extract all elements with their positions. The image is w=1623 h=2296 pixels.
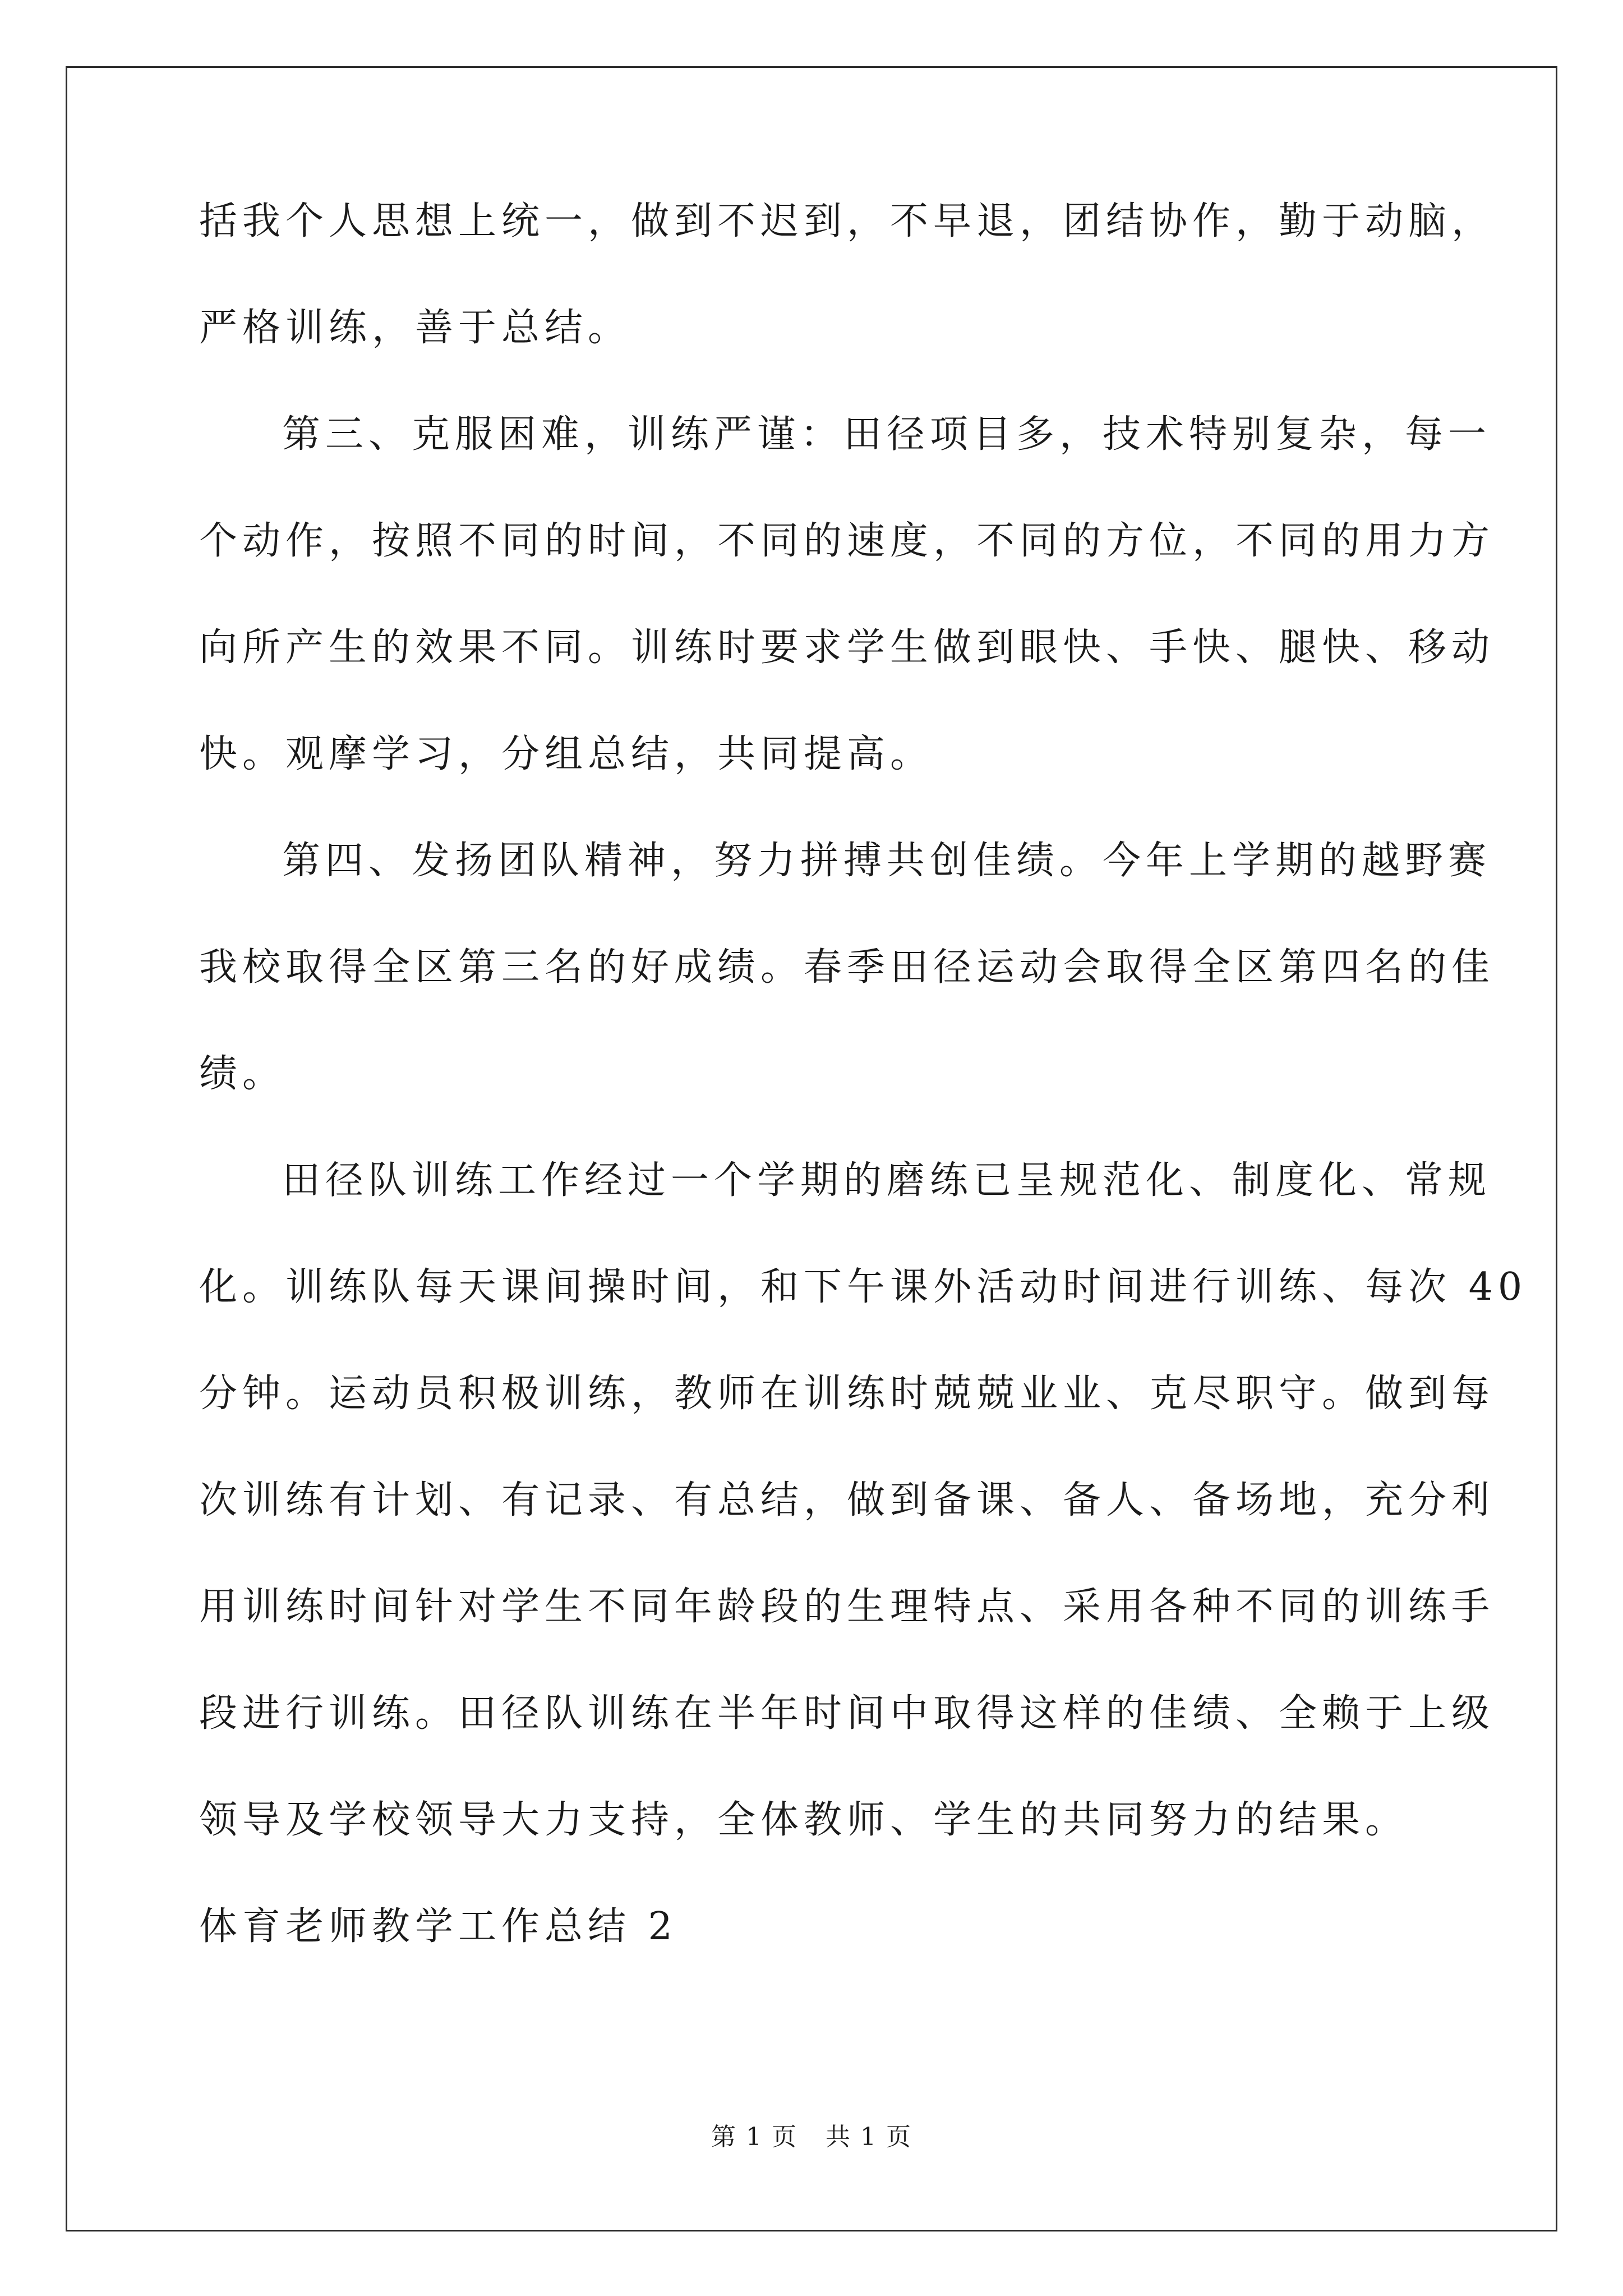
paragraph-line: 用训练时间针对学生不同年龄段的生理特点、采用各种不同的训练手 [199, 1585, 1495, 1629]
paragraph-line: 段进行训练。田径队训练在半年时间中取得这样的佳绩、全赖于上级 [199, 1691, 1495, 1736]
page-total: 共 1 页 [826, 2123, 912, 2151]
paragraph-line: 田径队训练工作经过一个学期的磨练已呈规范化、制度化、常规 [282, 1158, 1492, 1203]
paragraph-line: 绩。 [199, 1052, 286, 1096]
paragraph-line: 分钟。运动员积极训练，教师在训练时兢兢业业、克尽职守。做到每 [199, 1372, 1495, 1416]
paragraph-line: 个动作，按照不同的时间，不同的速度，不同的方位，不同的用力方 [199, 519, 1495, 563]
paragraph-line: 向所产生的效果不同。训练时要求学生做到眼快、手快、腿快、移动 [199, 625, 1495, 670]
paragraph-line: 我校取得全区第三名的好成绩。春季田径运动会取得全区第四名的佳 [199, 945, 1495, 990]
paragraph-line: 快。观摩学习，分组总结，共同提高。 [199, 732, 934, 776]
paragraph-line: 严格训练，善于总结。 [199, 306, 631, 350]
page-footer [0, 2120, 1623, 2154]
paragraph-line: 化。训练队每天课间操时间，和下午课外活动时间进行训练、每次 40 [199, 1265, 1528, 1309]
paragraph-line: 次训练有计划、有记录、有总结，做到备课、备人、备场地，充分利 [199, 1478, 1495, 1522]
paragraph-line: 第四、发扬团队精神，努力拼搏共创佳绩。今年上学期的越野赛 [282, 839, 1492, 883]
section-heading: 体育老师教学工作总结 2 [199, 1904, 677, 1949]
paragraph-line: 领导及学校领导大力支持，全体教师、学生的共同努力的结果。 [199, 1798, 1409, 1842]
page-number: 第 1 页 [711, 2123, 797, 2151]
paragraph-line: 第三、克服困难，训练严谨：田径项目多，技术特别复杂，每一 [282, 412, 1492, 457]
paragraph-line: 括我个人思想上统一，做到不迟到，不早退，团结协作，勤于动脑， [199, 199, 1495, 243]
